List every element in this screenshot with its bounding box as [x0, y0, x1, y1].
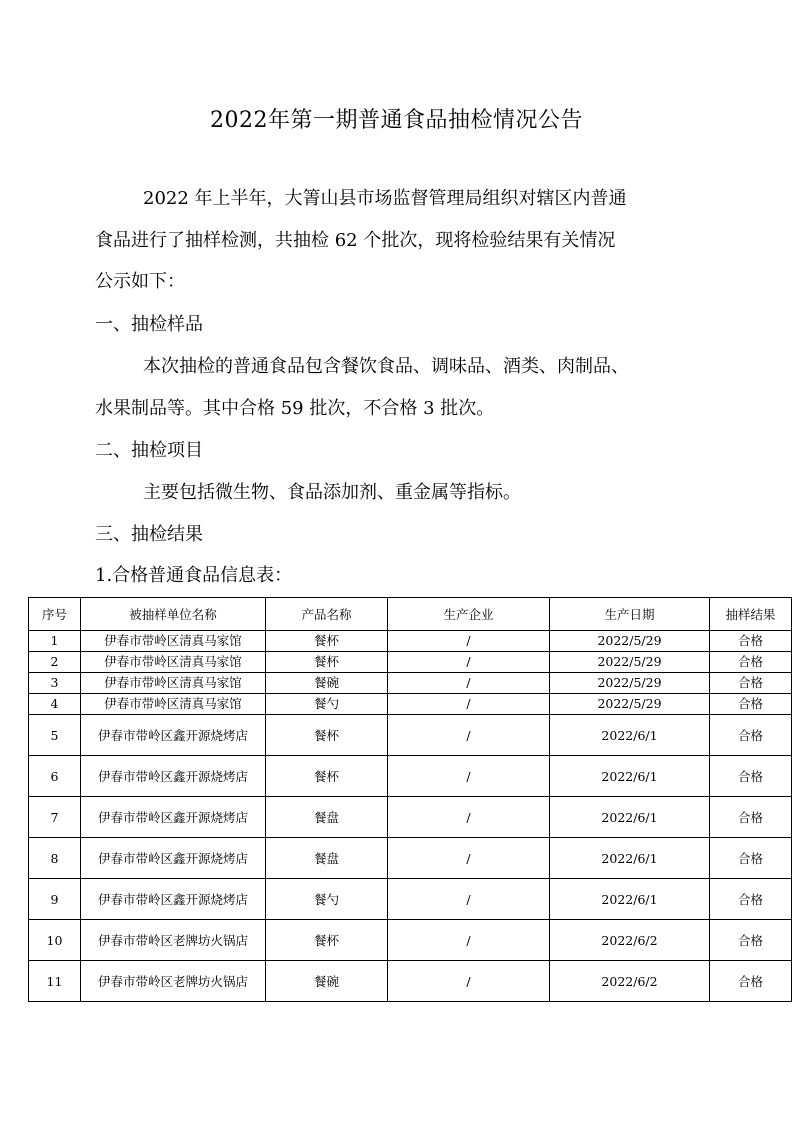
cell-unit: 伊春市带岭区鑫开源烧烤店: [81, 797, 266, 838]
cell-result: 合格: [710, 631, 792, 652]
cell-result: 合格: [710, 838, 792, 879]
table-row: [29, 652, 792, 673]
cell-date: 2022/5/29: [550, 652, 710, 673]
header-result: 抽样结果: [710, 598, 792, 631]
table-row: [29, 715, 792, 756]
cell-date: 2022/5/29: [550, 694, 710, 715]
table-row: [29, 961, 792, 1002]
cell-product: 餐盘: [266, 838, 388, 879]
cell-maker: /: [388, 694, 550, 715]
cell-maker: /: [388, 920, 550, 961]
cell-no: 2: [29, 652, 81, 673]
cell-result: 合格: [710, 673, 792, 694]
header-product: 产品名称: [266, 598, 388, 631]
table-row: [29, 879, 792, 920]
cell-date: 2022/6/1: [550, 797, 710, 838]
cell-product: 餐勺: [266, 879, 388, 920]
cell-no: 1: [29, 631, 81, 652]
cell-no: 9: [29, 879, 81, 920]
table-row: [29, 838, 792, 879]
section-2-heading: 二、抽检项目: [95, 440, 203, 461]
cell-result: 合格: [710, 879, 792, 920]
cell-maker: /: [388, 879, 550, 920]
header-date: 生产日期: [550, 598, 710, 631]
header-maker: 生产企业: [388, 598, 550, 631]
cell-result: 合格: [710, 920, 792, 961]
cell-unit: 伊春市带岭区鑫开源烧烤店: [81, 715, 266, 756]
cell-unit: 伊春市带岭区鑫开源烧烤店: [81, 879, 266, 920]
cell-product: 餐盘: [266, 797, 388, 838]
cell-date: 2022/6/1: [550, 715, 710, 756]
cell-no: 3: [29, 673, 81, 694]
intro-line-3: 公示如下：: [95, 271, 185, 292]
cell-maker: /: [388, 631, 550, 652]
cell-maker: /: [388, 838, 550, 879]
qualified-food-table: [28, 597, 792, 1002]
cell-maker: /: [388, 673, 550, 694]
table-caption: 1.合格普通食品信息表：: [95, 565, 293, 586]
cell-no: 5: [29, 715, 81, 756]
table-row: [29, 756, 792, 797]
table-header-row: [29, 598, 792, 631]
cell-product: 餐杯: [266, 652, 388, 673]
header-no: 序号: [29, 598, 81, 631]
cell-unit: 伊春市带岭区清真马家馆: [81, 652, 266, 673]
cell-result: 合格: [710, 961, 792, 1002]
section-1-line-1: 本次抽检的普通食品包含餐饮食品、调味品、酒类、肉制品、: [143, 356, 629, 377]
cell-date: 2022/5/29: [550, 631, 710, 652]
cell-result: 合格: [710, 715, 792, 756]
section-2-text: 主要包括微生物、食品添加剂、重金属等指标。: [143, 482, 521, 503]
cell-result: 合格: [710, 756, 792, 797]
cell-unit: 伊春市带岭区清真马家馆: [81, 631, 266, 652]
cell-unit: 伊春市带岭区清真马家馆: [81, 694, 266, 715]
cell-no: 6: [29, 756, 81, 797]
cell-product: 餐勺: [266, 694, 388, 715]
intro-line-1: 2022 年上半年，大箐山县市场监督管理局组织对辖区内普通: [143, 188, 627, 209]
cell-no: 7: [29, 797, 81, 838]
cell-no: 10: [29, 920, 81, 961]
cell-no: 11: [29, 961, 81, 1002]
cell-date: 2022/6/2: [550, 920, 710, 961]
cell-product: 餐杯: [266, 631, 388, 652]
table-row: [29, 920, 792, 961]
intro-line-2: 食品进行了抽样检测，共抽检 62 个批次，现将检验结果有关情况: [95, 230, 616, 251]
cell-product: 餐碗: [266, 961, 388, 1002]
cell-maker: /: [388, 961, 550, 1002]
cell-unit: 伊春市带岭区清真马家馆: [81, 673, 266, 694]
section-3-heading: 三、抽检结果: [95, 524, 203, 545]
cell-product: 餐碗: [266, 673, 388, 694]
cell-date: 2022/6/1: [550, 756, 710, 797]
cell-date: 2022/6/1: [550, 879, 710, 920]
section-1-heading: 一、抽检样品: [95, 314, 203, 335]
cell-product: 餐杯: [266, 756, 388, 797]
table-row: [29, 797, 792, 838]
cell-unit: 伊春市带岭区老牌坊火锅店: [81, 961, 266, 1002]
cell-date: 2022/6/1: [550, 838, 710, 879]
cell-unit: 伊春市带岭区鑫开源烧烤店: [81, 838, 266, 879]
cell-maker: /: [388, 797, 550, 838]
cell-product: 餐杯: [266, 715, 388, 756]
cell-unit: 伊春市带岭区鑫开源烧烤店: [81, 756, 266, 797]
section-1-line-2: 水果制品等。其中合格 59 批次，不合格 3 批次。: [95, 398, 495, 419]
table-row: [29, 631, 792, 652]
table-row: [29, 673, 792, 694]
cell-maker: /: [388, 652, 550, 673]
cell-product: 餐杯: [266, 920, 388, 961]
cell-unit: 伊春市带岭区老牌坊火锅店: [81, 920, 266, 961]
cell-no: 4: [29, 694, 81, 715]
cell-date: 2022/6/2: [550, 961, 710, 1002]
cell-result: 合格: [710, 652, 792, 673]
cell-no: 8: [29, 838, 81, 879]
table-row: [29, 694, 792, 715]
cell-maker: /: [388, 756, 550, 797]
cell-maker: /: [388, 715, 550, 756]
cell-result: 合格: [710, 694, 792, 715]
cell-date: 2022/5/29: [550, 673, 710, 694]
cell-result: 合格: [710, 797, 792, 838]
document-title: 2022年第一期普通食品抽检情况公告: [210, 108, 583, 133]
header-unit: 被抽样单位名称: [81, 598, 266, 631]
